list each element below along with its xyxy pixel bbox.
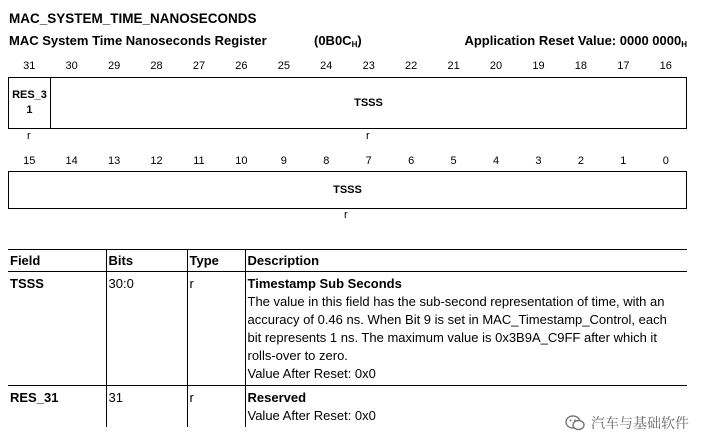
reset-value: Application Reset Value: 0000 $0000_H$ — [464, 33, 687, 49]
bit-number: 7 — [365, 155, 372, 167]
row-type: r — [187, 386, 245, 428]
bit-number: 19 — [532, 60, 545, 72]
bit-number: 17 — [617, 60, 630, 72]
bit-number: 29 — [107, 60, 121, 72]
register-description: MAC System Time Nanoseconds Register — [9, 33, 267, 48]
bit-number: 12 — [150, 155, 163, 167]
bit-number: 5 — [450, 155, 457, 167]
bit-number: 3 — [535, 155, 542, 167]
bit-number: 23 — [362, 60, 375, 72]
upper-register-box — [8, 77, 687, 129]
bit-number: 15 — [23, 155, 36, 167]
lower-register-box — [8, 171, 687, 209]
header-type: Type — [187, 250, 245, 272]
bit-number: 28 — [150, 60, 163, 72]
watermark — [565, 413, 689, 433]
bit-number: 16 — [659, 60, 672, 72]
bit-number: 18 — [574, 60, 588, 72]
watermark-text: 汽车与基础软件 — [591, 415, 689, 431]
header-field: Field — [8, 250, 106, 272]
row-type: r — [187, 272, 245, 386]
bit-number: 2 — [577, 155, 584, 167]
field-res31: RES_3 1 — [9, 78, 51, 128]
bit-number: 4 — [492, 155, 500, 167]
register-offset: $(0B0C_H)$ — [314, 33, 362, 49]
bit-number: 26 — [235, 60, 248, 72]
bit-number: 9 — [280, 155, 287, 167]
bit-number: 11 — [193, 155, 205, 167]
bit-number: 30 — [65, 60, 78, 72]
bit-number: 25 — [277, 60, 290, 72]
field-tsss-upper: TSSS — [354, 97, 383, 109]
row-description — [245, 272, 687, 386]
row-bits: 30:0 — [106, 272, 187, 386]
bit-number: 21 — [447, 60, 460, 72]
description-line: accuracy of 0.46 ns. When Bit 9 is set in MAC_Timestamp_Control, each — [247, 312, 667, 327]
bit-number: 10 — [235, 155, 248, 167]
bit-number: 13 — [107, 155, 121, 167]
description-line: bit represents 1 ns. The maximum value is 0x3B9A_C9FF after which it — [247, 330, 657, 345]
bit-number: 31 — [23, 60, 36, 72]
field-tsss-lower: TSSS — [333, 184, 362, 196]
reset-line: Value After Reset: 0x0 — [247, 408, 376, 423]
bit-number: 14 — [65, 155, 78, 167]
bit-number: 6 — [408, 155, 415, 167]
bit-number: 27 — [192, 60, 206, 72]
register-title: MAC_SYSTEM_TIME_NANOSECONDS — [9, 11, 257, 26]
bit-number: 22 — [405, 60, 418, 72]
bit-number: 1 — [620, 155, 627, 167]
bit-number: 8 — [323, 155, 330, 167]
bit-number: 0 — [662, 155, 669, 167]
access-tsss-upper: r — [366, 130, 370, 142]
description-line: rolls-over to zero. — [247, 348, 348, 363]
description-line: The value in this field has the sub-second representation of time, with an — [247, 294, 665, 309]
table-header-row — [8, 250, 687, 272]
row-bits: 31 — [106, 386, 187, 428]
header-bits: Bits — [106, 250, 187, 272]
access-tsss-lower: r — [344, 209, 348, 221]
row-field: TSSS — [8, 272, 106, 386]
reset-line: Value After Reset: 0x0 — [247, 366, 376, 381]
wechat-icon — [565, 414, 585, 432]
header-description: Description — [245, 250, 687, 272]
access-res31: r — [27, 130, 31, 142]
description-title: Timestamp Sub Seconds — [247, 276, 402, 291]
bit-number: 20 — [489, 60, 503, 72]
row-field: RES_31 — [10, 390, 59, 405]
field-table — [8, 249, 687, 427]
description-title: Reserved — [247, 390, 307, 405]
bit-number: 24 — [320, 60, 333, 72]
table-row — [8, 272, 687, 386]
